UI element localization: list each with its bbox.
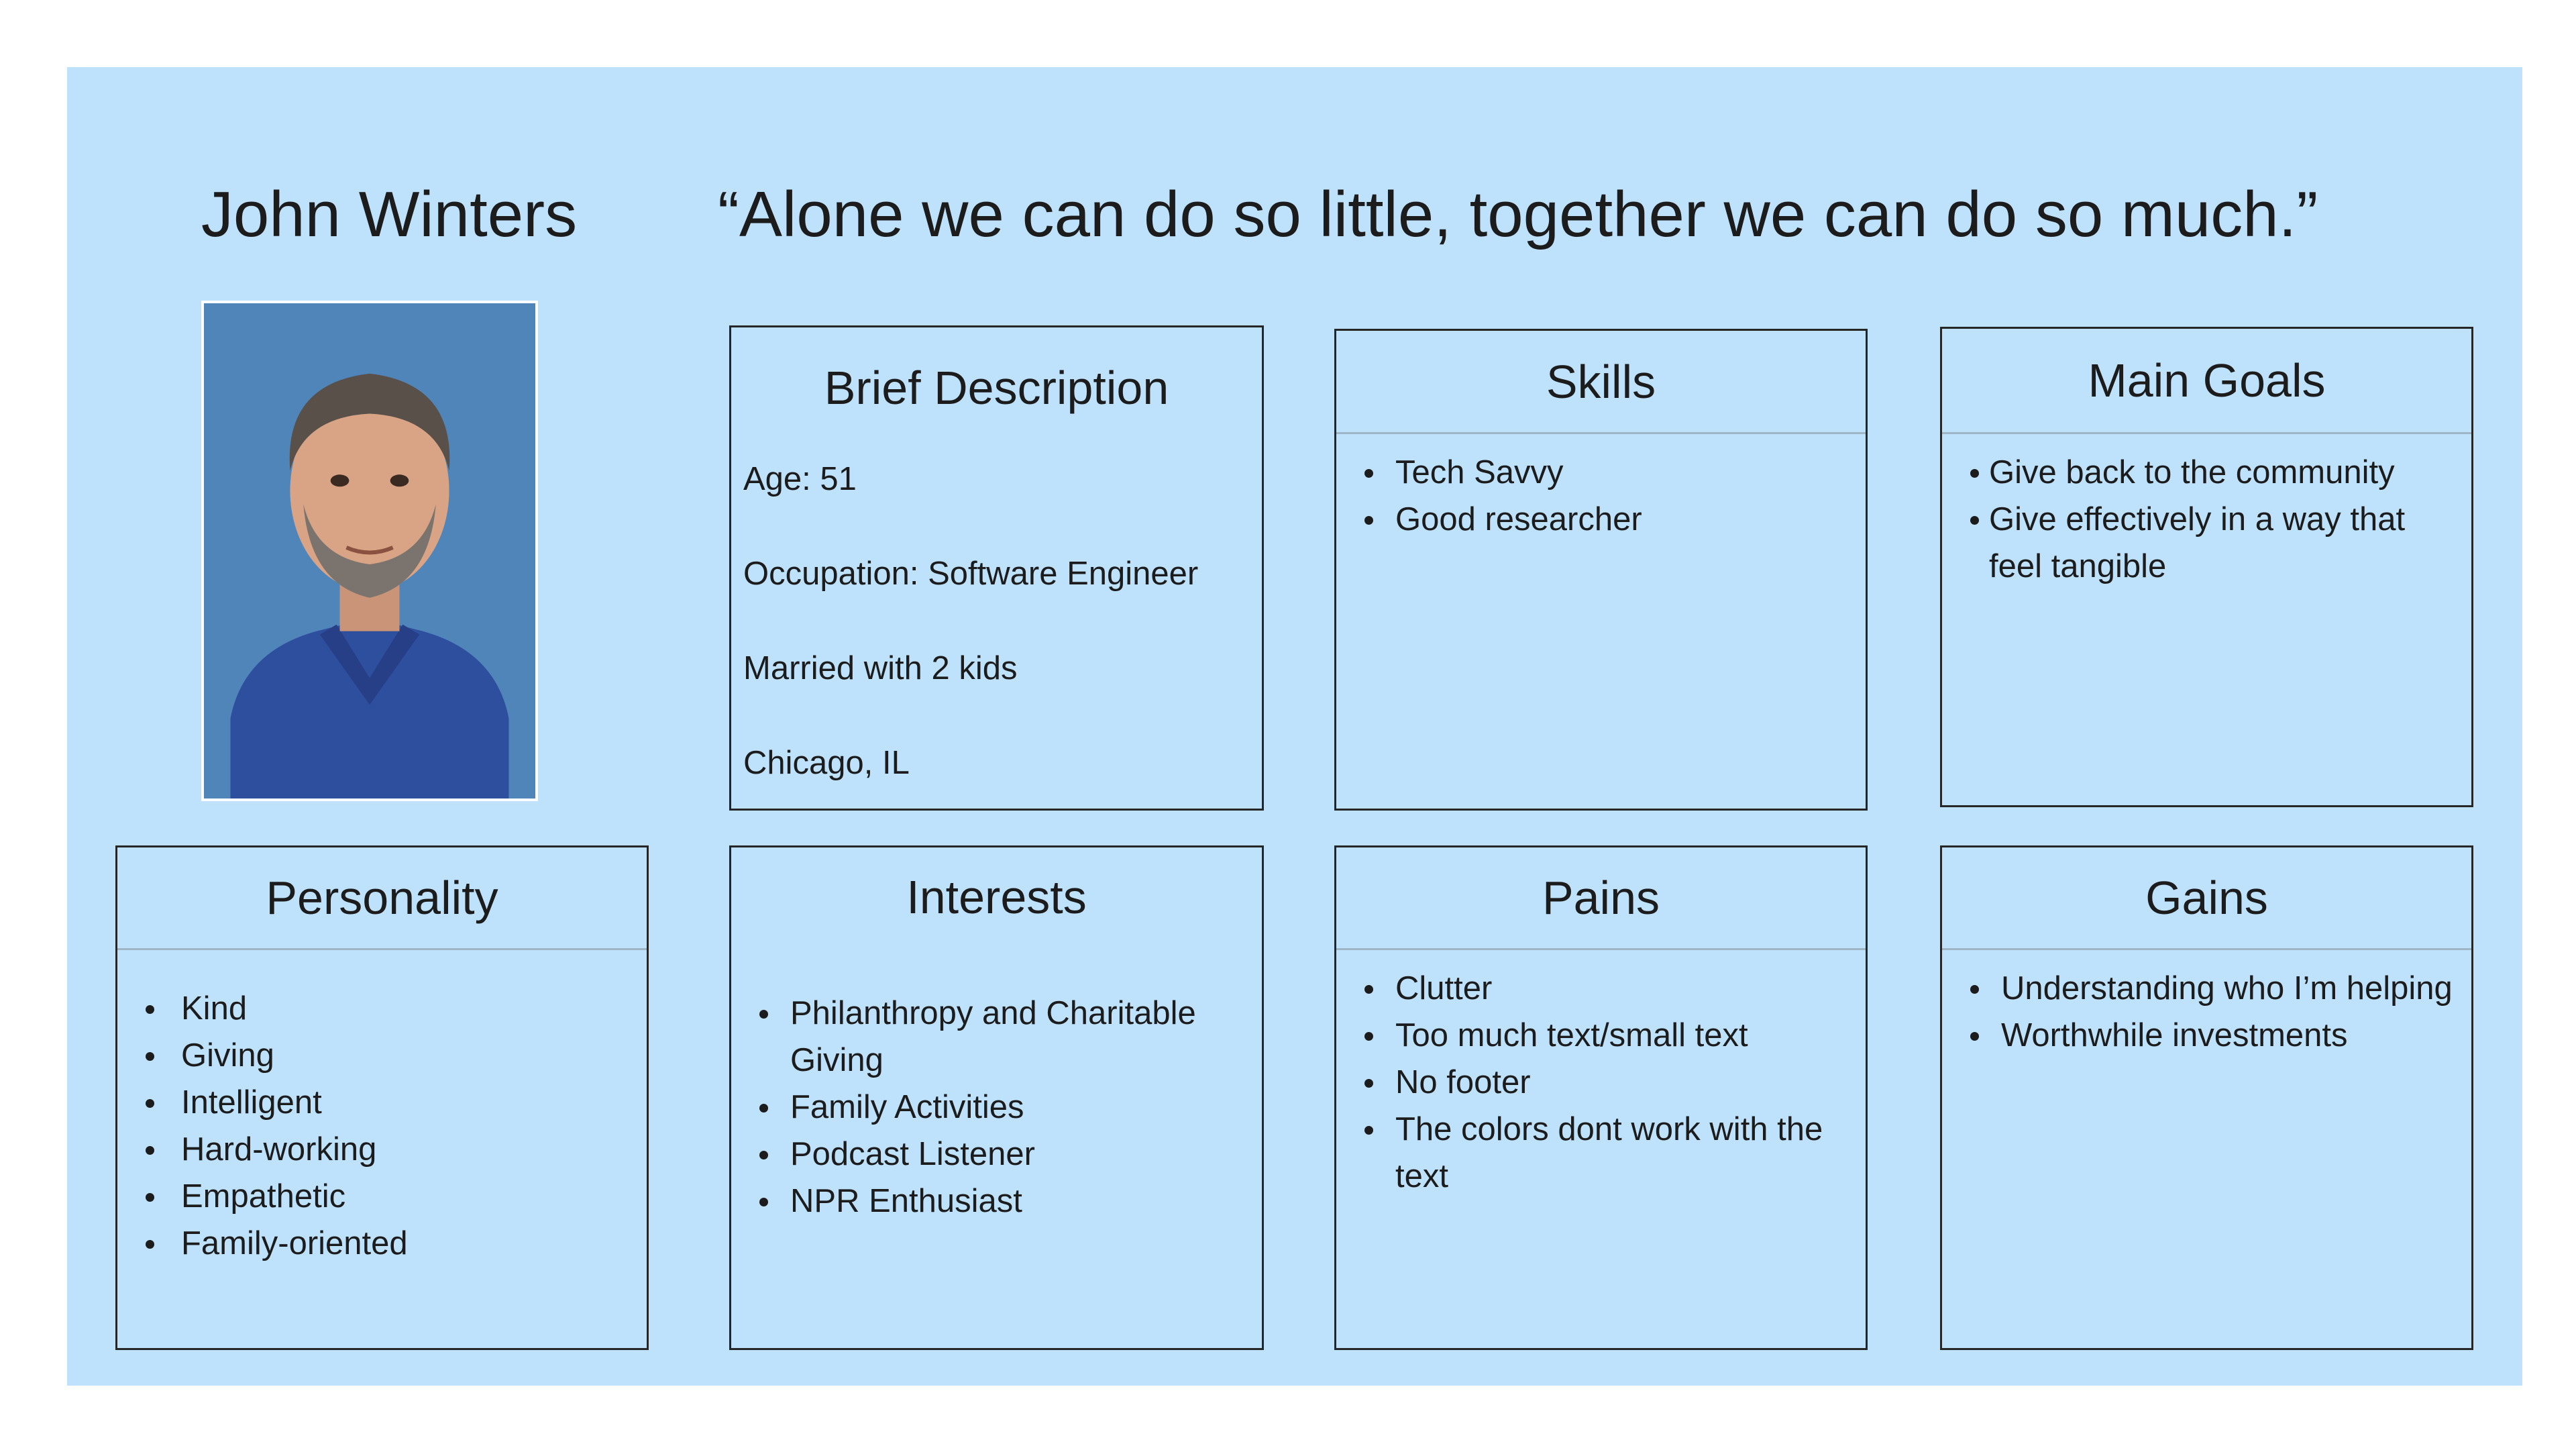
skills-title: Skills	[1546, 355, 1656, 408]
skills-list	[1336, 434, 1866, 543]
interests-title: Interests	[906, 871, 1087, 923]
list-item: No footer	[1336, 1059, 1866, 1106]
age-line: Age: 51	[743, 461, 857, 497]
personality-header	[117, 847, 647, 950]
pains-header	[1336, 847, 1866, 950]
list-item: Give back to the community	[1942, 449, 2471, 496]
list-item: The colors dont work with the text	[1336, 1106, 1866, 1200]
main-goals-card	[1940, 327, 2473, 807]
location-line: Chicago, IL	[743, 745, 910, 781]
gains-header	[1942, 847, 2471, 950]
list-item: Give effectively in a way that feel tangible	[1942, 496, 2471, 590]
list-item: Podcast Listener	[731, 1131, 1262, 1178]
main-goals-header	[1942, 329, 2471, 434]
gains-title: Gains	[2145, 872, 2268, 924]
personality-title: Personality	[266, 872, 498, 924]
persona-name: John Winters	[201, 178, 578, 250]
list-item: Worthwhile investments	[1942, 1012, 2471, 1059]
portrait-photo	[201, 301, 538, 801]
personality-card	[115, 845, 649, 1350]
list-item: NPR Enthusiast	[731, 1178, 1262, 1225]
gains-card	[1940, 845, 2473, 1350]
list-item: Family-oriented	[117, 1220, 647, 1267]
list-item: Clutter	[1336, 965, 1866, 1012]
main-goals-title: Main Goals	[2088, 354, 2326, 407]
pains-list	[1336, 950, 1866, 1200]
list-item: Tech Savvy	[1336, 449, 1866, 496]
family-line: Married with 2 kids	[743, 650, 1018, 686]
list-item: Philanthropy and Charitable Giving	[731, 990, 1262, 1084]
pains-title: Pains	[1542, 872, 1660, 924]
persona-quote: “Alone we can do so little, together we can do so much.”	[718, 178, 2318, 250]
interests-list	[731, 990, 1262, 1225]
interests-card	[729, 845, 1264, 1350]
personality-list	[117, 950, 647, 1267]
list-item: Empathetic	[117, 1173, 647, 1220]
list-item: Giving	[117, 1032, 647, 1079]
list-item: Family Activities	[731, 1084, 1262, 1131]
list-item: Kind	[117, 985, 647, 1032]
brief-description-card	[729, 325, 1264, 811]
brief-description-title: Brief Description	[824, 362, 1169, 414]
occupation-line: Occupation: Software Engineer	[743, 556, 1199, 592]
list-item: Hard-working	[117, 1126, 647, 1173]
gains-list	[1942, 950, 2471, 1059]
list-item: Good researcher	[1336, 496, 1866, 543]
skills-card	[1334, 329, 1868, 811]
list-item: Too much text/small text	[1336, 1012, 1866, 1059]
portrait-image	[204, 303, 535, 798]
skills-header	[1336, 331, 1866, 434]
main-goals-list	[1942, 434, 2471, 590]
pains-card	[1334, 845, 1868, 1350]
list-item: Understanding who I’m helping	[1942, 965, 2471, 1012]
list-item: Intelligent	[117, 1079, 647, 1126]
